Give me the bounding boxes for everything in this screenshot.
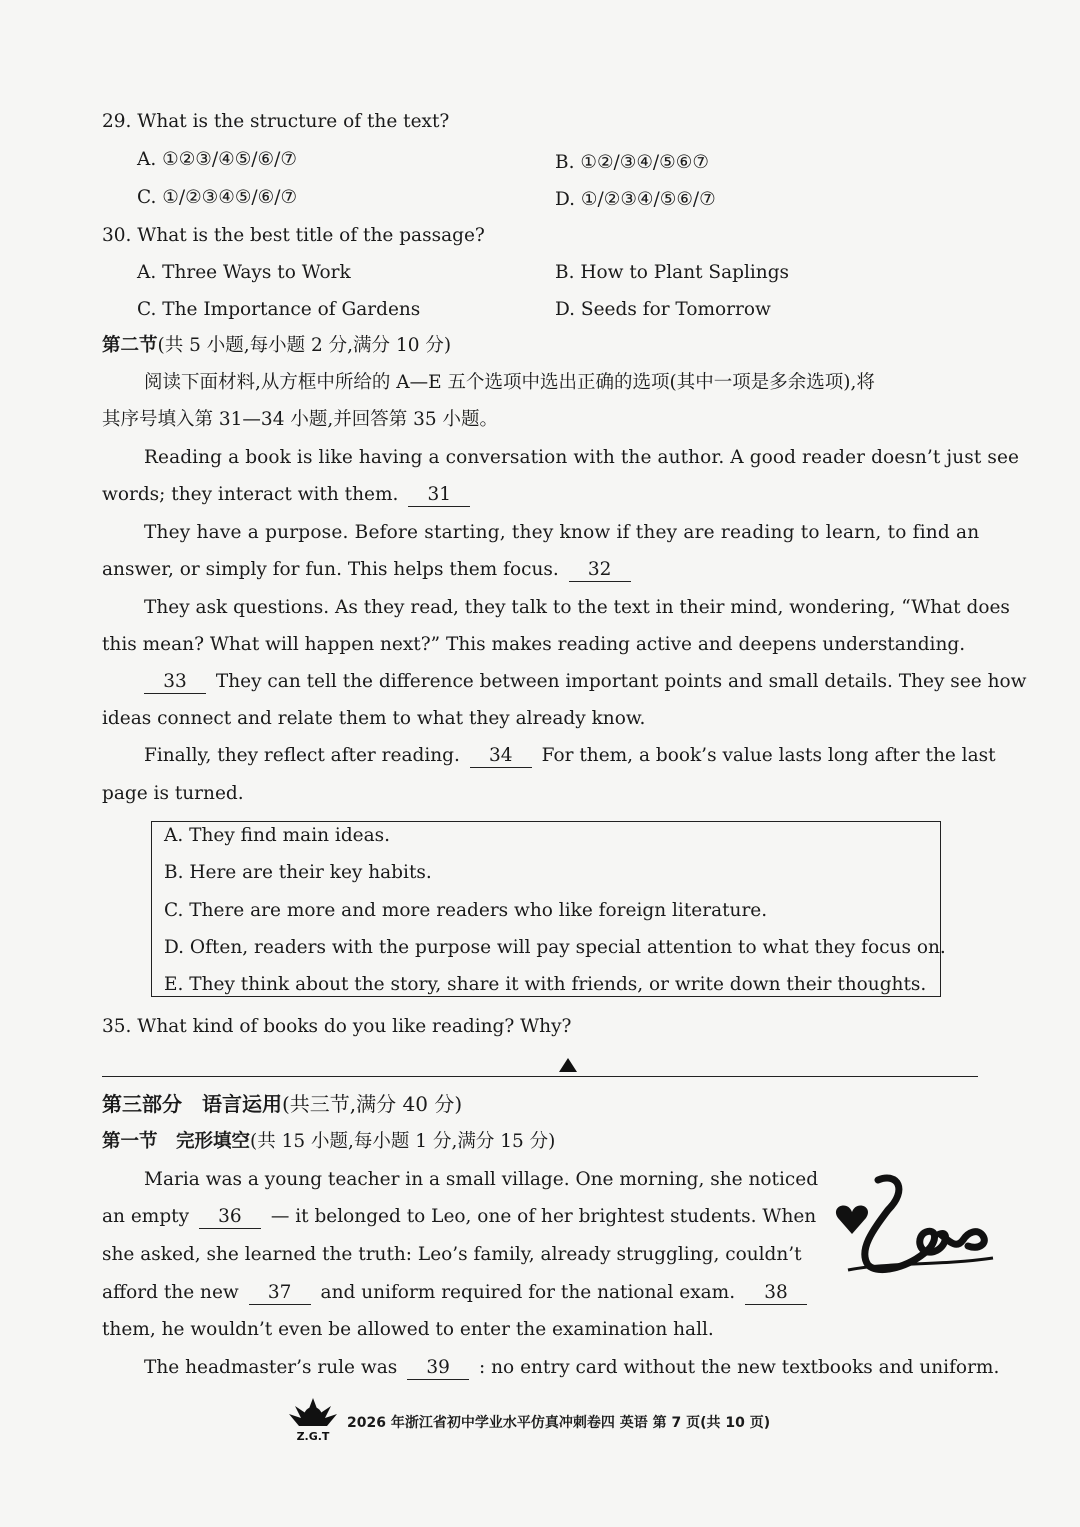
passage-p5-line-1 xyxy=(144,743,996,769)
part-3-section-1-note: (共 15 小题,每小题 1 分,满分 15 分) xyxy=(250,1131,556,1152)
question-30-stem: 30. What is the best title of the passage? xyxy=(102,225,485,246)
passage-p2-line-1: They have a purpose. Before starting, they know if they are reading to learn, to find an xyxy=(144,522,980,543)
passage-p1-text: words; they interact with them. xyxy=(102,484,399,505)
option-a: A. They find main ideas. xyxy=(164,825,391,846)
cloze-line-6-text-a: The headmaster’s rule was xyxy=(144,1357,398,1378)
passage-p4-text: They can tell the difference between important points and small details. They see how xyxy=(215,671,1027,692)
cloze-line-1: Maria was a young teacher in a small village. One morning, she noticed xyxy=(144,1169,819,1190)
question-30-option-a: A. Three Ways to Work xyxy=(137,262,351,283)
options-box xyxy=(151,821,946,997)
part-3-title: 第三部分 语言运用 xyxy=(102,1092,282,1116)
section-2-instruction-line-2: 其序号填入第 31—34 小题,并回答第 35 小题。 xyxy=(102,409,499,430)
question-29-option-d: D. ①/②③④/⑤⑥/⑦ xyxy=(555,189,716,210)
question-29-option-b: B. ①②/③④/⑤⑥⑦ xyxy=(555,152,709,173)
cloze-line-2-text-b: — it belonged to Leo, one of her brightest students. When xyxy=(270,1206,817,1227)
blank-39: 39 xyxy=(407,1357,469,1380)
cloze-line-4-text-b: and uniform required for the national exam. xyxy=(320,1282,736,1303)
passage-p5-text-a: Finally, they reflect after reading. xyxy=(144,745,460,766)
cloze-line-3: she asked, she learned the truth: Leo’s family, already struggling, couldn’t xyxy=(102,1244,802,1265)
passage-p3-line-2: this mean? What will happen next?” This makes reading active and deepens understanding. xyxy=(102,634,966,655)
blank-34: 34 xyxy=(470,745,532,768)
option-b: B. Here are their key habits. xyxy=(164,862,432,883)
passage-p5-line-2: page is turned. xyxy=(102,783,244,804)
part-3-heading xyxy=(102,1091,462,1117)
question-30-option-d: D. Seeds for Tomorrow xyxy=(555,299,771,320)
lotus-logo-icon xyxy=(285,1396,341,1446)
cloze-line-4-text-a: afford the new xyxy=(102,1282,239,1303)
section-2-heading xyxy=(102,333,451,359)
question-29-option-a: A. ①②③/④⑤/⑥/⑦ xyxy=(137,149,297,170)
passage-p4-line-1 xyxy=(140,669,1026,695)
triangle-marker-icon xyxy=(559,1058,577,1072)
option-d: D. Often, readers with the purpose will pay special attention to what they focus on. xyxy=(164,937,946,958)
part-3-section-1-title: 第一节 完形填空 xyxy=(102,1131,251,1152)
passage-p3-line-1: They ask questions. As they read, they talk to the text in their mind, wondering, “What does xyxy=(144,597,1010,618)
question-29-stem: 29. What is the structure of the text? xyxy=(102,111,450,132)
section-2-instruction-line-1: 阅读下面材料,从方框中所给的 A—E 五个选项中选出正确的选项(其中一项是多余选项),将 xyxy=(144,372,875,393)
passage-p4-line-2: ideas connect and relate them to what they already know. xyxy=(102,708,646,729)
section-2-note: (共 5 小题,每小题 2 分,满分 10 分) xyxy=(157,335,452,356)
cloze-line-2 xyxy=(102,1204,816,1230)
question-30-option-b: B. How to Plant Saplings xyxy=(555,262,790,283)
blank-37: 37 xyxy=(249,1282,311,1305)
cloze-line-6 xyxy=(144,1355,999,1381)
logo-text: Z.G.T xyxy=(296,1430,330,1443)
option-e: E. They think about the story, share it with friends, or write down their thoughts. xyxy=(164,974,927,995)
page-footer: 2026 年浙江省初中学业水平仿真冲刺卷四 英语 第 7 页(共 10 页) xyxy=(347,1415,771,1431)
passage-p2-line-2 xyxy=(102,557,635,583)
question-35: 35. What kind of books do you like reading? Why? xyxy=(102,1016,572,1037)
section-2-title: 第二节 xyxy=(102,335,158,356)
question-30-option-c: C. The Importance of Gardens xyxy=(137,299,421,320)
blank-33: 33 xyxy=(144,671,206,694)
passage-p1-line-1: Reading a book is like having a conversation with the author. A good reader doesn’t just see xyxy=(144,447,1020,468)
passage-p5-text-b: For them, a book’s value lasts long after the last xyxy=(541,745,996,766)
cloze-line-2-text-a: an empty xyxy=(102,1206,190,1227)
part-3-note: (共三节,满分 40 分) xyxy=(282,1092,463,1116)
blank-31: 31 xyxy=(408,484,470,507)
question-29-option-c: C. ①/②③④⑤/⑥/⑦ xyxy=(137,187,298,208)
love-watermark xyxy=(818,1170,998,1290)
blank-38: 38 xyxy=(745,1282,807,1305)
cloze-line-5: them, he wouldn’t even be allowed to enter the examination hall. xyxy=(102,1319,714,1340)
option-c: C. There are more and more readers who like foreign literature. xyxy=(164,900,768,921)
section-divider xyxy=(102,1076,978,1077)
blank-36: 36 xyxy=(199,1206,261,1229)
passage-p1-line-2 xyxy=(102,482,474,508)
blank-32: 32 xyxy=(569,559,631,582)
love-script xyxy=(865,1178,985,1270)
cloze-line-6-text-b: : no entry card without the new textbooks and uniform. xyxy=(479,1357,1000,1378)
part-3-section-1-heading xyxy=(102,1129,555,1155)
passage-p2-text: answer, or simply for fun. This helps them focus. xyxy=(102,559,559,580)
heart-icon xyxy=(836,1205,868,1234)
cloze-line-4 xyxy=(102,1280,811,1306)
